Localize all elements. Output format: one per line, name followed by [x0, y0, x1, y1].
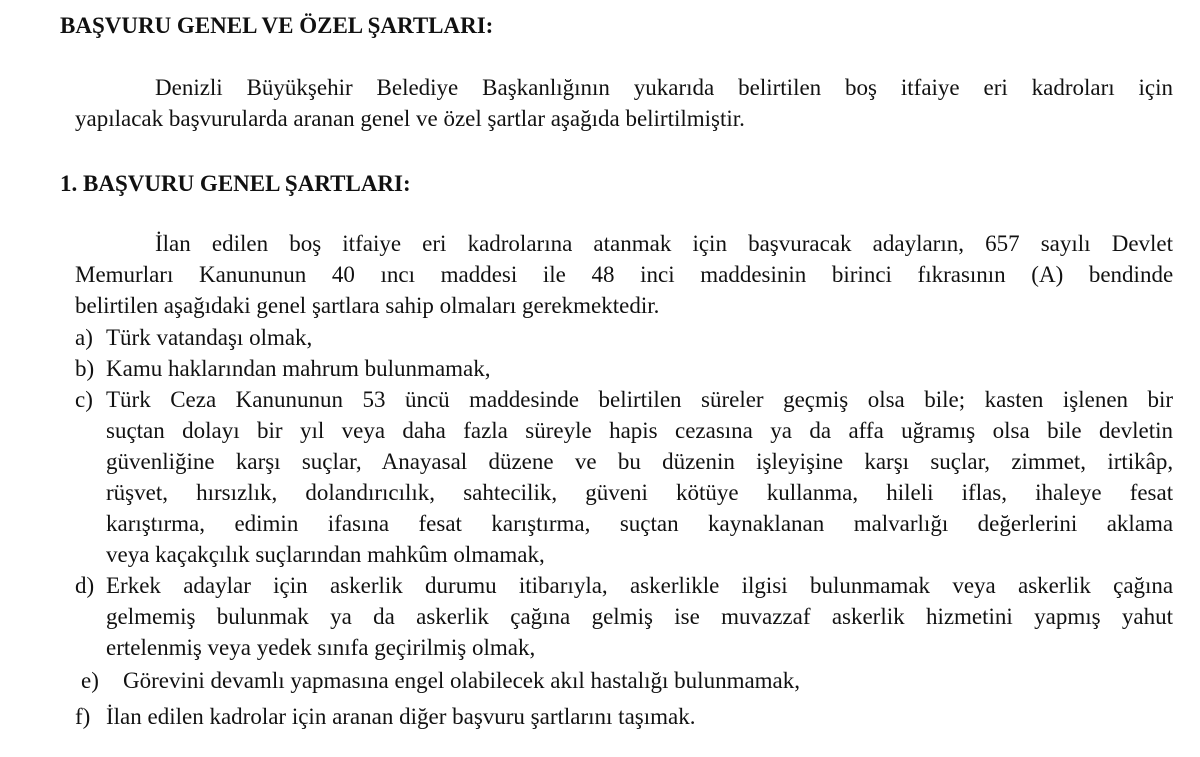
- list-item-line: veya kaçakçılık suçlarından mahkûm olmamak,: [106, 542, 545, 567]
- list-marker: e): [81, 668, 99, 693]
- list-item-line: ertelenmiş veya yedek sınıfa geçirilmiş olmak,: [106, 635, 536, 660]
- section1-heading: 1. BAŞVURU GENEL ŞARTLARI:: [60, 171, 411, 196]
- list-item-line: suçtan dolayı bir yıl veya daha fazla süreyle hapis cezasına ya da affa uğramış olsa bile devletin: [106, 418, 1173, 443]
- list-item-line: Türk Ceza Kanununun 53 üncü maddesinde belirtilen süreler geçmiş olsa bile; kasten işlenen bir: [106, 387, 1173, 412]
- list-item-d: [75, 570, 1173, 663]
- main-heading: BAŞVURU GENEL VE ÖZEL ŞARTLARI:: [60, 13, 494, 38]
- list-item-line: İlan edilen kadrolar için aranan diğer başvuru şartlarını taşımak.: [106, 704, 696, 729]
- list-item-f: [75, 701, 1173, 732]
- list-item-line: Görevini devamlı yapmasına engel olabilecek akıl hastalığı bulunmamak,: [123, 668, 801, 693]
- list-item-b: [75, 353, 1173, 384]
- general-conditions-list: [75, 322, 1173, 732]
- list-item-line: Erkek adaylar için askerlik durumu itibarıyla, askerlikle ilgisi bulunmamak veya askerlik çağına: [106, 573, 1173, 598]
- section1-intro-line: belirtilen aşağıdaki genel şartlara sahip olmaları gerekmektedir.: [75, 293, 660, 318]
- list-item-line: rüşvet, hırsızlık, dolandırıcılık, sahtecilik, güveni kötüye kullanma, hileli iflas, ihaleye fesat: [106, 480, 1173, 505]
- intro-paragraph: [75, 72, 1173, 134]
- list-item-a: [75, 322, 1173, 353]
- list-item-line: Türk vatandaşı olmak,: [106, 325, 313, 350]
- list-item-c: [75, 384, 1173, 570]
- list-item-line: karıştırma, edimin ifasına fesat karıştırma, suçtan kaynaklanan malvarlığı değerlerini aklama: [106, 511, 1173, 536]
- list-marker: d): [75, 573, 95, 598]
- intro-line: Denizli Büyükşehir Belediye Başkanlığının yukarıda belirtilen boş itfaiye eri kadroları için: [155, 75, 1173, 100]
- list-item-line: Kamu haklarından mahrum bulunmamak,: [106, 356, 491, 381]
- list-marker: b): [75, 356, 95, 381]
- list-marker: c): [75, 387, 93, 412]
- intro-line: yapılacak başvurularda aranan genel ve özel şartlar aşağıda belirtilmiştir.: [75, 106, 745, 131]
- list-marker: f): [75, 704, 91, 729]
- section1-intro-paragraph: [75, 228, 1173, 321]
- list-item-e: [75, 665, 1173, 696]
- section1-intro-line: İlan edilen boş itfaiye eri kadrolarına atanmak için başvuracak adayların, 657 sayılı Devlet: [155, 231, 1173, 256]
- list-item-line: gelmemiş bulunmak ya da askerlik çağına gelmiş ise muvazzaf askerlik hizmetini yapmış yahut: [106, 604, 1173, 629]
- list-marker: a): [75, 325, 93, 350]
- list-item-line: güvenliğine karşı suçlar, Anayasal düzene ve bu düzenin işleyişine karşı suçlar, zimmet, irtikâp,: [106, 449, 1173, 474]
- section1-intro-line: Memurları Kanununun 40 ıncı maddesi ile 48 inci maddesinin birinci fıkrasının (A) bendinde: [75, 262, 1173, 287]
